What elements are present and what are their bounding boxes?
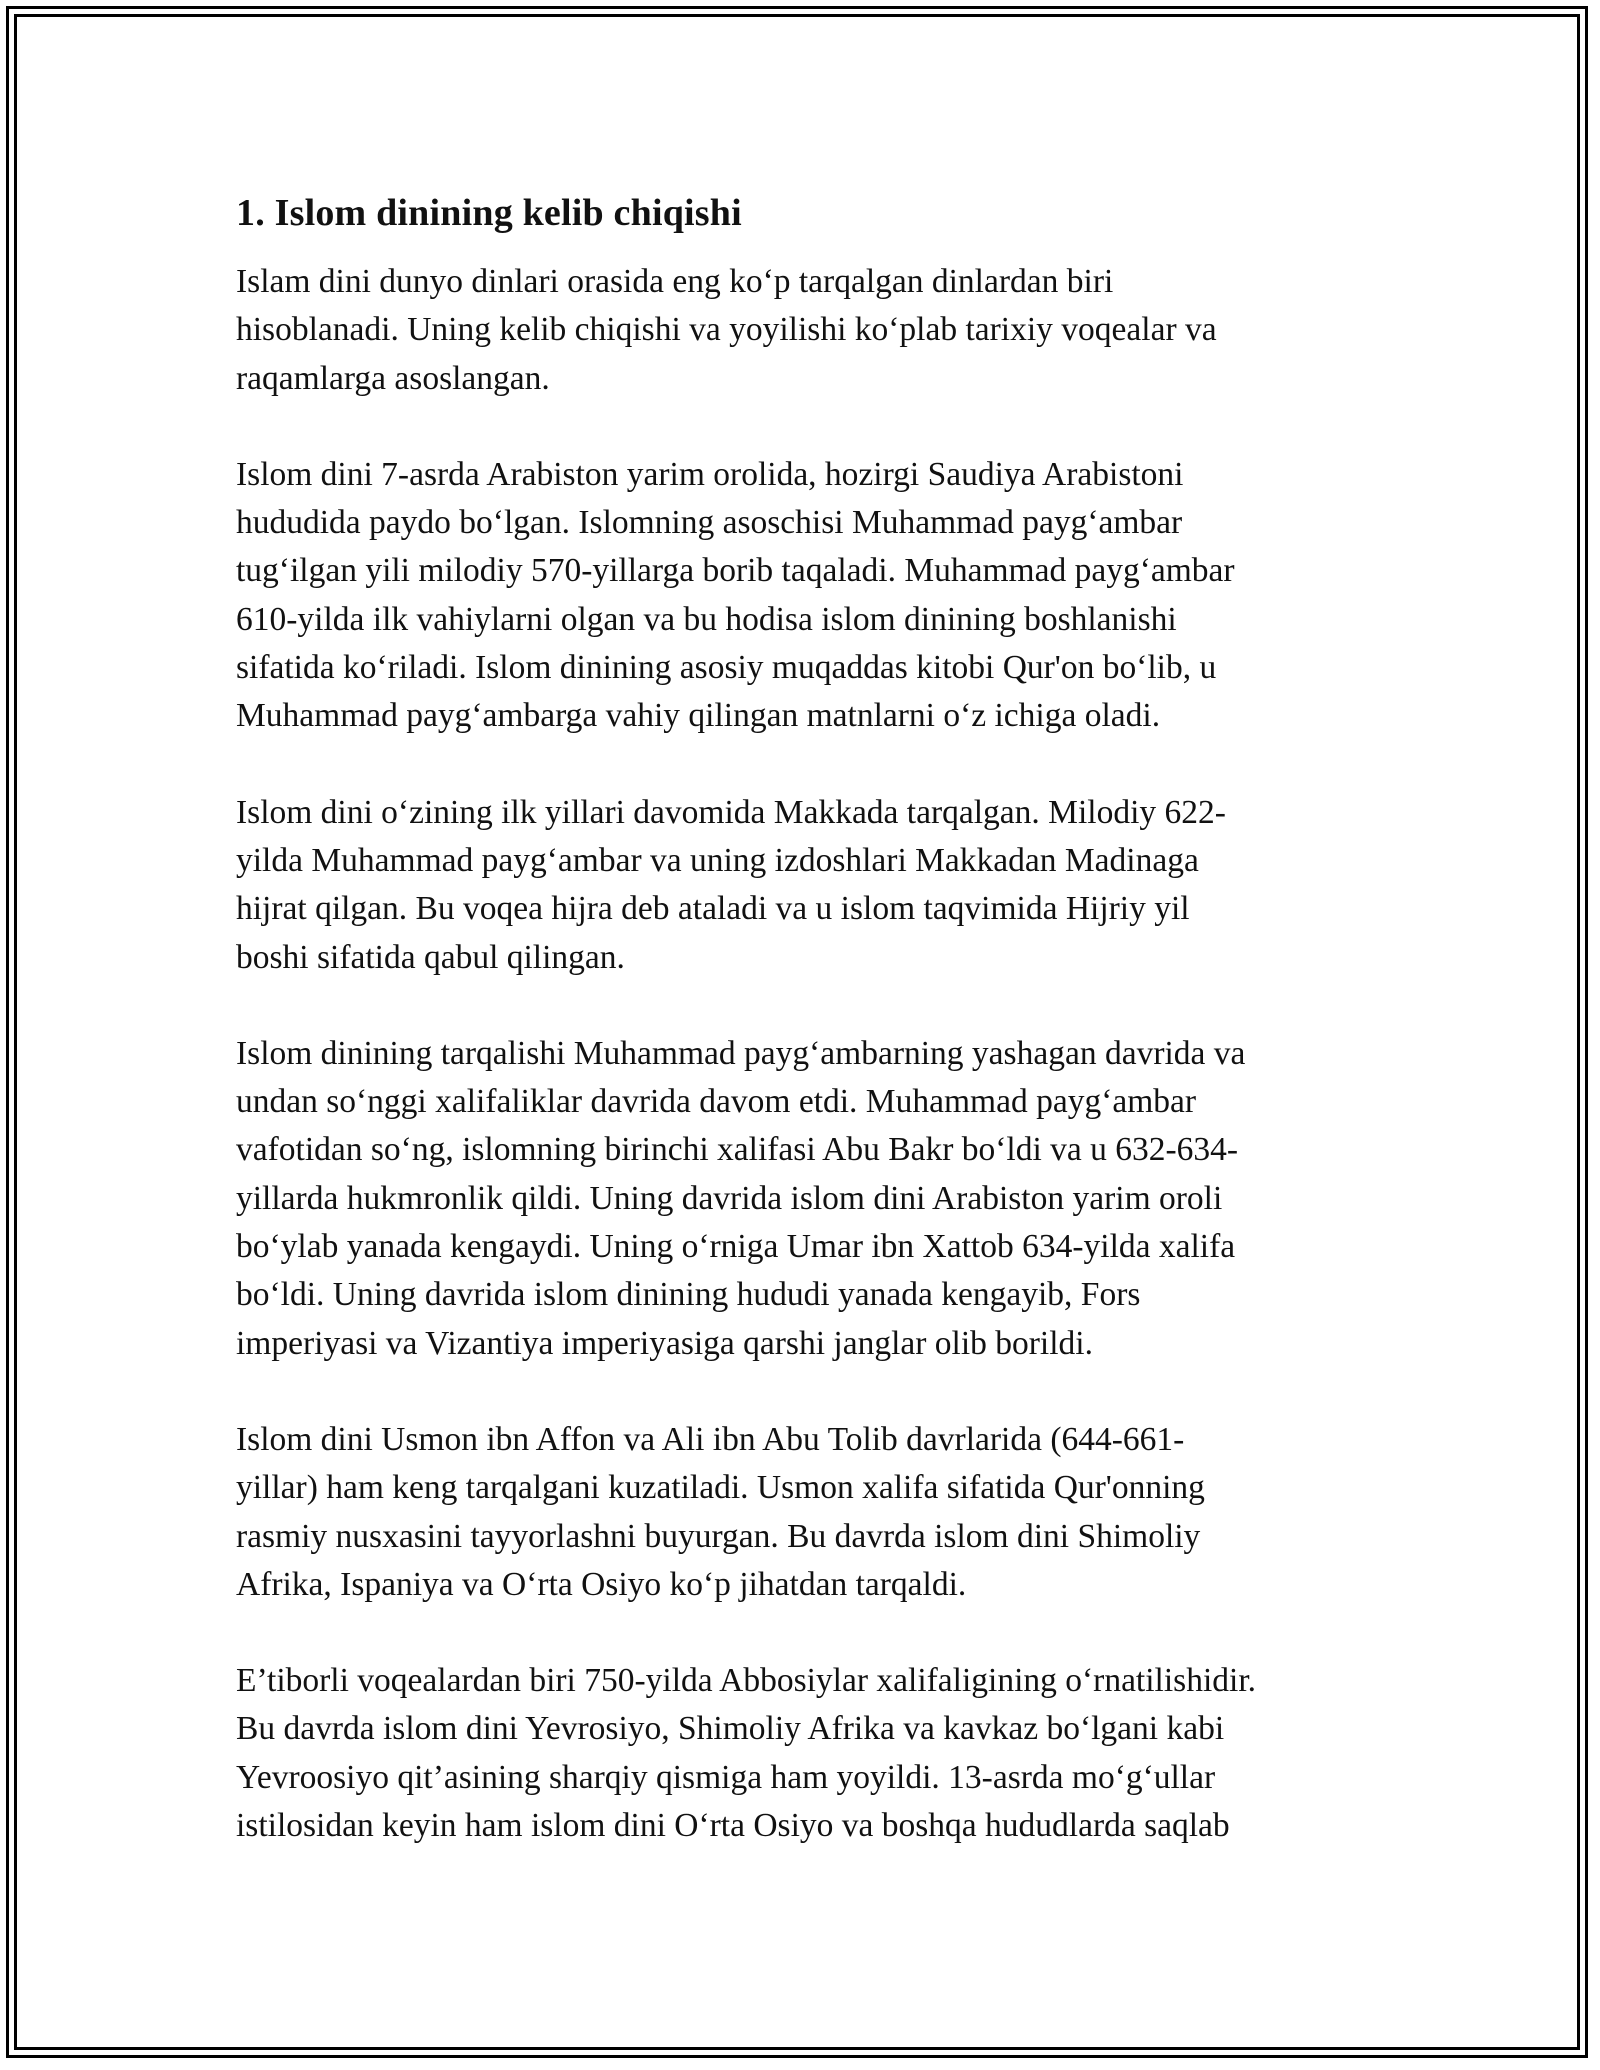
paragraph-line: boʻylab yanada kengaydi. Uning oʻrniga Umar ibn Xattob 634-yilda xalifa bbox=[236, 1228, 1236, 1266]
paragraph-4 bbox=[236, 1030, 1376, 1368]
paragraph-5 bbox=[236, 1416, 1376, 1609]
section-heading: 1. Islom dinining kelib chiqishi bbox=[236, 192, 742, 234]
paragraph-line: E’tiborli voqealardan biri 750-yilda Abbosiylar xalifaligining oʻrnatilishidir. bbox=[236, 1662, 1256, 1700]
paragraph-line: yillarda hukmronlik qildi. Uning davrida islom dini Arabiston yarim oroli bbox=[236, 1179, 1223, 1217]
paragraph-line: hijrat qilgan. Bu voqea hijra deb ataladi va u islom taqvimida Hijriy yil bbox=[236, 890, 1190, 928]
paragraph-1 bbox=[236, 258, 1376, 403]
paragraph-line: yilda Muhammad paygʻambar va uning izdoshlari Makkadan Madinaga bbox=[236, 841, 1199, 879]
paragraph-line: 610-yilda ilk vahiylarni olgan va bu hodisa islom dinining boshlanishi bbox=[236, 600, 1177, 638]
paragraph-line: raqamlarga asoslangan. bbox=[236, 359, 550, 397]
paragraph-line: yillar) ham keng tarqalgani kuzatiladi. Usmon xalifa sifatida Qur'onning bbox=[236, 1469, 1205, 1507]
paragraph-3 bbox=[236, 789, 1376, 982]
paragraph-line: Yevroosiyo qit’asining sharqiy qismiga ham yoyildi. 13-asrda moʻgʻullar bbox=[236, 1758, 1216, 1796]
paragraph-line: Islom dinining tarqalishi Muhammad paygʻambarning yashagan davrida va bbox=[236, 1034, 1246, 1072]
paragraph-line: Muhammad paygʻambarga vahiy qilingan matnlarni oʻz ichiga oladi. bbox=[236, 697, 1161, 735]
paragraph-line: boʻldi. Uning davrida islom dinining hududi yanada kengayib, Fors bbox=[236, 1276, 1141, 1314]
paragraph-line: Islam dini dunyo dinlari orasida eng koʻp tarqalgan dinlardan biri bbox=[236, 263, 1114, 300]
paragraph-6 bbox=[236, 1657, 1376, 1850]
paragraph-line: vafotidan soʻng, islomning birinchi xalifasi Abu Bakr boʻldi va u 632-634- bbox=[236, 1131, 1239, 1169]
paragraph-line: istilosidan keyin ham islom dini Oʻrta Osiyo va boshqa hududlarda saqlab bbox=[236, 1807, 1230, 1845]
paragraph-line: Afrika, Ispaniya va Oʻrta Osiyo koʻp jihatdan tarqaldi. bbox=[236, 1565, 967, 1603]
paragraph-line: imperiyasi va Vizantiya imperiyasiga qarshi janglar olib borildi. bbox=[236, 1324, 1093, 1362]
paragraph-line: undan soʻnggi xalifaliklar davrida davom etdi. Muhammad paygʻambar bbox=[236, 1083, 1197, 1121]
paragraph-2 bbox=[236, 451, 1376, 741]
paragraph-line: hisoblanadi. Uning kelib chiqishi va yoyilishi koʻplab tarixiy voqealar va bbox=[236, 311, 1217, 349]
paragraph-line: tugʻilgan yili milodiy 570-yillarga borib taqaladi. Muhammad paygʻambar bbox=[236, 552, 1235, 590]
paragraph-line: sifatida koʻriladi. Islom dinining asosiy muqaddas kitobi Qur'on boʻlib, u bbox=[236, 649, 1217, 687]
paragraph-line: Islom dini 7-asrda Arabiston yarim orolida, hozirgi Saudiya Arabistoni bbox=[236, 455, 1184, 493]
paragraph-line: Islom dini oʻzining ilk yillari davomida Makkada tarqalgan. Milodiy 622- bbox=[236, 793, 1226, 831]
document-body bbox=[236, 190, 1376, 1898]
paragraph-line: Islom dini Usmon ibn Affon va Ali ibn Abu Tolib davrlarida (644-661- bbox=[236, 1420, 1185, 1458]
paragraph-line: hududida paydo boʻlgan. Islomning asoschisi Muhammad paygʻambar bbox=[236, 504, 1183, 542]
paragraph-line: Bu davrda islom dini Yevrosiyo, Shimoliy Afrika va kavkaz boʻlgani kabi bbox=[236, 1710, 1225, 1748]
paragraph-line: rasmiy nusxasini tayyorlashni buyurgan. Bu davrda islom dini Shimoliy bbox=[236, 1517, 1201, 1555]
paragraph-line: boshi sifatida qabul qilingan. bbox=[236, 938, 625, 976]
